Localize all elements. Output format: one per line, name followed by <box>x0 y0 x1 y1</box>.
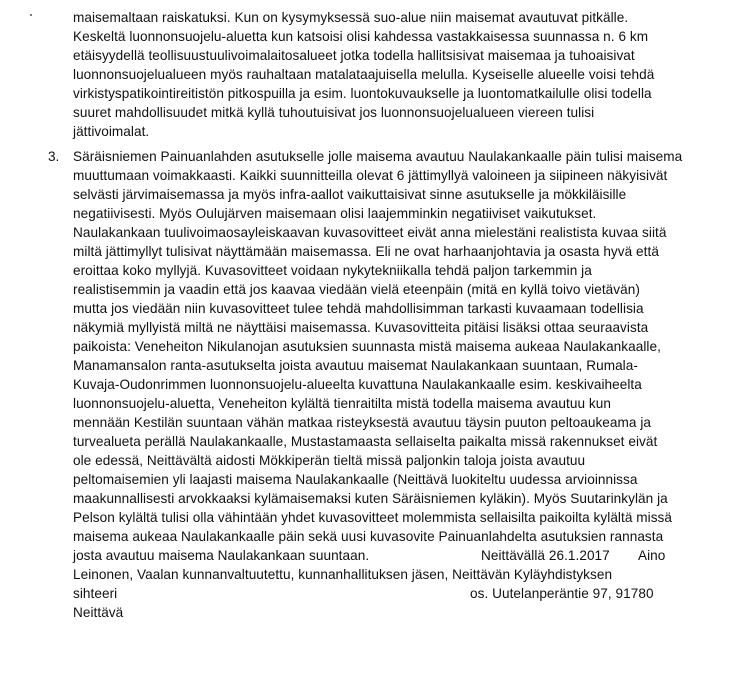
item3-line: näkymiä myllyistä miltä ne näyttäisi maisemassa. Kuvasovitteita pitäisi lisäksi ottaa seuraavista <box>73 320 649 335</box>
continuation-line: virkistyspatikointireitistön pitkospuilla ja esim. luontokuvaukselle ja luontomatkailulle olisi todella <box>73 86 652 101</box>
item3-line: mutta jos viedään niin kuvasovitteet tulee tehdä mahdollisimman tarkasti kuvaamaan todellisia <box>73 301 644 316</box>
continuation-line: jättivoimalat. <box>73 124 150 139</box>
item3-line: luonnonsuojelu-aluetta, Veneheiton kylältä tienraitilta mistä todella maisema avautuu kun <box>73 396 611 411</box>
signature-place-date: Neittävällä 26.1.2017 <box>481 548 610 563</box>
item3-line: eroittaa koko myllyjä. Kuvasovitteet voidaan nykytekniikalla tehdä paljon tarkemmin ja <box>73 263 592 278</box>
item3-line: maisema aukeaa Naulakankaalle päin sekä uusi kuvasovite Painuanlahdelta asutuksien rannasta <box>73 529 664 544</box>
item3-line: turvealueta perällä Naulakankaalle, Mustastamaasta sellaiselta paikalta missä rakennukset eivät <box>73 434 658 449</box>
signature-city: Neittävä <box>73 605 124 620</box>
continuation-line: suuret mahdollisuudet mitkä kyllä tuhoutuisivat jos luonnonsuojelualueen viereen tulisi <box>73 105 595 120</box>
scan-speck <box>30 14 32 16</box>
signature-line: Leinonen, Vaalan kunnanvaltuutettu, kunnanhallituksen jäsen, Neittävän Kyläyhdistyksen <box>73 567 613 582</box>
continuation-line: maisemaltaan raiskatuksi. Kun on kysymyksessä suo-alue niin maisemat avautuvat pitkälle. <box>73 10 629 25</box>
item3-line: Naulakankaan tuulivoimaosayleiskaavan kuvasovitteet eivät anna mielestäni realistista kuvaa siitä <box>73 225 667 240</box>
signature-address: os. Uutelanperäntie 97, 91780 <box>470 586 654 601</box>
list-item-number: 3. <box>48 149 60 164</box>
item3-line: maakunnallisesti arvokkaaksi kylämaisemaksi kuten Säräisniemen kyläkin). Myös Suutarinkylän ja <box>73 491 668 506</box>
signature-first-name: Aino <box>638 548 666 563</box>
item3-line: negatiivisesti. Myös Oulujärven maisemaan olisi laajemminkin negatiiviset vaikutukset. <box>73 206 597 221</box>
continuation-line: etäisyydellä teollisuustuulivoimalaitosalueet jotka todella hallitsisivat maisemaa ja tuhoaisivat <box>73 48 635 63</box>
item3-line: realistisemmin ja vaadin että jos kaavaa viedään vielä eteenpäin (mitä en kyllä toivo vietävän) <box>73 282 640 297</box>
item3-line: selvästi järvimaisemassa ja myös infra-aallot vaikuttaisivat sinne asutukselle ja mökkiläisille <box>73 187 627 202</box>
item3-line: ole edessä, Neittävältä aidosti Mökkiperän tieltä missä paljonkin taloja joista avautuu <box>73 453 586 468</box>
item3-line: Kuvaja-Oudonrimmen luonnonsuojelu-alueelta kuvattuna Naulakankaalle esim. keskivaiheelta <box>73 377 642 392</box>
continuation-line: luonnonsuojelualueen myös rauhaltaan matalataajuisella melulla. Kyseiselle alueelle voisi tehdä <box>73 67 655 82</box>
item3-line: paikoista: Veneheiton Nikulanojan asutuksien suunnasta mistä maisema aukeaa Naulakankaalle, <box>73 339 661 354</box>
item3-line: Manamansalon ranta-asutukselta joista avautuu maisemat Naulakankaan suuntaan, Rumala- <box>73 358 638 373</box>
item3-line: peltomaisemien yli laajasti maisema Naulakankaalle (Neittävä luokiteltu uudessa arvioinnissa <box>73 472 638 487</box>
item3-line: mennään Kestilän suuntaan vähän matkaa risteyksestä avautuu täysin puuton peltoaukeama ja <box>73 415 652 430</box>
continuation-line: Keskeltä luonnonsuojelu-aluetta kun katsoisi olisi kahdessa vastakkaisessa suunnassa n. 6 km <box>73 29 649 44</box>
item3-line: josta avautuu maisema Naulakankaan suuntaan. <box>73 548 370 563</box>
item3-line: miltä jättimyllyt tulisivat näyttämään maisemassa. Eli ne ovat harhaanjohtavia ja osasta hyvä että <box>73 244 659 259</box>
item3-line: Säräisniemen Painuanlahden asutukselle jolle maisema avautuu Naulakankaalle päin tulisi maisema <box>73 149 683 164</box>
item3-line: Pelson kylältä tulisi olla vähintään yhdet kuvasovitteet molemmista sellaisilta paikoilta kylältä missä <box>73 510 673 525</box>
signature-title: sihteeri <box>73 586 118 601</box>
item3-line: muuttumaan voimakkaasti. Kaikki suunnitteilla olevat 6 jättimyllyä valoineen ja siipineen näkyisivät <box>73 168 668 183</box>
